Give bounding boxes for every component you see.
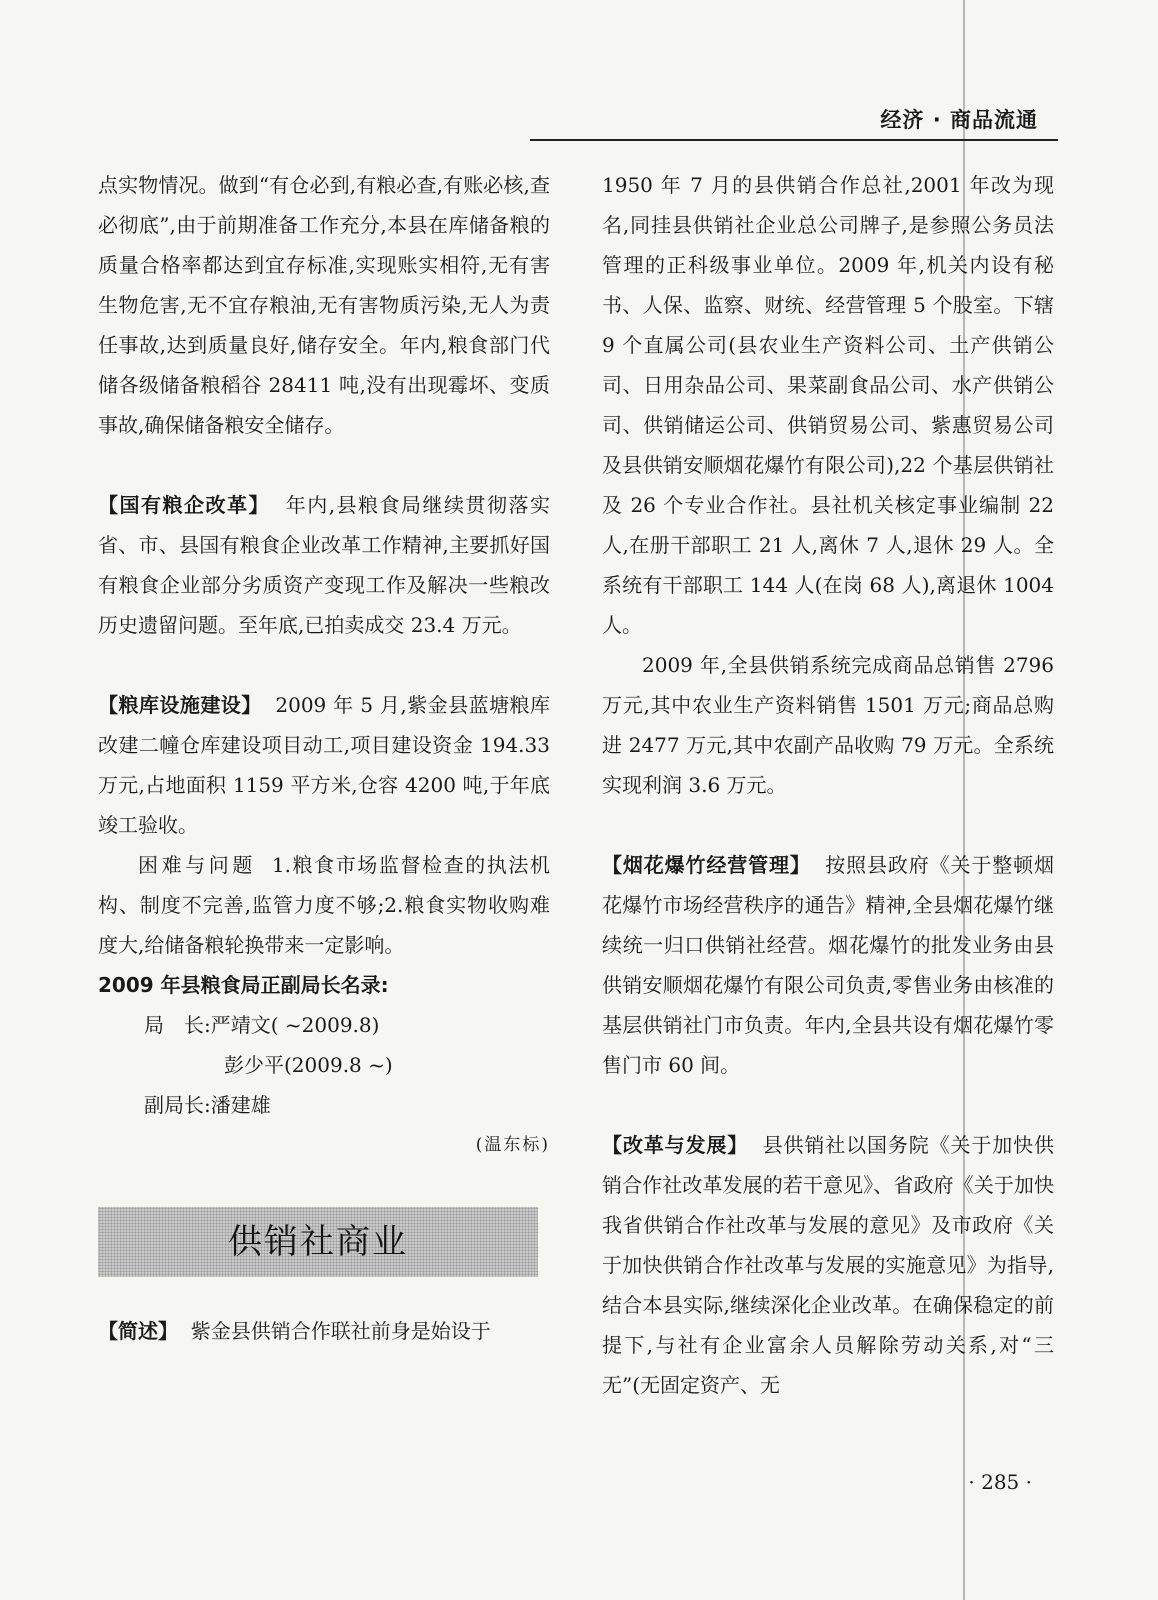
author-credit: (温东标) [475, 1135, 550, 1155]
roster-title: 2009 年县粮食局正副局长名录: [98, 973, 389, 997]
section-fireworks-management [602, 845, 1054, 1085]
section-reform-development [602, 1125, 1054, 1405]
section-label: 【简述】 [98, 1319, 178, 1343]
paragraph: 点实物情况。做到“有仓必到,有粮必查,有账必核,查必彻底”,由于前期准备工作充分,本县在库储备粮的质量合格率都达到宜存标准,实现账实相符,无有害生物危害,无不宜存粮油,无有害物质污染,无人为责任事故,达到质量良好,储存安全。年内,粮食部门代储各级储备粮稻谷 28411 吨,没有出现霉坏、变质事故,确保储备粮安全储存。 [98, 173, 550, 437]
roster-line: 局 长:严靖文( ~2009.8) [144, 1013, 380, 1037]
difficulty-label: 困难与问题 [138, 853, 256, 877]
section-banner [98, 1207, 538, 1277]
left-column [98, 165, 550, 1351]
roster-line: 彭少平(2009.8 ~) [224, 1053, 393, 1077]
right-column [602, 165, 1054, 1405]
section-label: 【烟花爆竹经营管理】 [602, 853, 811, 877]
difficulties-paragraph [98, 845, 550, 965]
section-text: 县供销社以国务院《关于加快供销合作社改革发展的若干意见》、省政府《关于加快我省供销合作社改革与发展的意见》及市政府《关于加快供销合作社改革与发展的实施意见》为指导,结合本县实际,继续深化企业改革。在确保稳定的前提下,与社有企业富余人员解除劳动关系,对“三无”(无固定资产、无 [602, 1133, 1055, 1397]
difficulty-text: 1.粮食市场监督检查的执法机构、制度不完善,监管力度不够;2.粮食实物收购难度大,给储备粮轮换带来一定影响。 [98, 853, 551, 957]
section-label: 【改革与发展】 [602, 1133, 749, 1157]
section-text: 年内,县粮食局继续贯彻落实省、市、县国有粮食企业改革工作精神,主要抓好国有粮食企业部分劣质资产变现工作及解决一些粮改历史遗留问题。至年底,已拍卖成交 23.4 万元。 [98, 493, 551, 637]
section-label: 【粮库设施建设】 [98, 693, 262, 717]
section-text: 按照县政府《关于整顿烟花爆竹市场经营秩序的通告》精神,全县烟花爆竹继续统一归口供销社经营。烟花爆竹的批发业务由县供销安顺烟花爆竹有限公司负责,零售业务由核准的基层供销社门市负责。年内,全县共设有烟花爆竹零售门市 60 间。 [602, 853, 1054, 1077]
section-state-grain-reform [98, 485, 550, 645]
page-number: · 285 · [968, 1470, 1032, 1494]
section-granary-facilities [98, 685, 550, 845]
section-text: 2009 年 5 月,紫金县蓝塘粮库改建二幢仓库建设项目动工,项目建设资金 194.33 万元,占地面积 1159 平方米,仓容 4200 吨,于年底竣工验收。 [98, 693, 551, 837]
banner-title: 供销社商业 [228, 1222, 408, 1262]
section-label: 【国有粮企改革】 [98, 493, 270, 517]
paragraph: 1950 年 7 月的县供销合作总社,2001 年改为现名,同挂县供销社企业总公司牌子,是参照公务员法管理的正科级事业单位。2009 年,机关内设有秘书、人保、监察、财统、经营管理 5 个股室。下辖 9 个直属公司(县农业生产资料公司、土产供销公司、日用杂品公司、果菜副食品公司、水产供销公司、供销储运公司、供销贸易公司、紫惠贸易公司及县供销安顺烟花爆竹有限公司),22 个基层供销社及 26 个专业合作社。县社机关核定事业编制 22 人,在册干部职工 21 人,离休 7 人,退休 29 人。全系统有干部职工 144 人(在岗 68 人),离退休 1004 人。 [602, 173, 1054, 637]
section-overview [98, 1311, 550, 1351]
header-rule [530, 139, 1058, 141]
running-header: 经济 · 商品流通 [880, 108, 1038, 132]
section-text: 紫金县供销合作联社前身是始设于 [190, 1319, 491, 1343]
roster-line: 副局长:潘建雄 [144, 1093, 271, 1117]
paragraph: 2009 年,全县供销系统完成商品总销售 2796 万元,其中农业生产资料销售 1501 万元;商品总购进 2477 万元,其中农副产品收购 79 万元。全系统实现利润 3.6 万元。 [602, 653, 1054, 797]
